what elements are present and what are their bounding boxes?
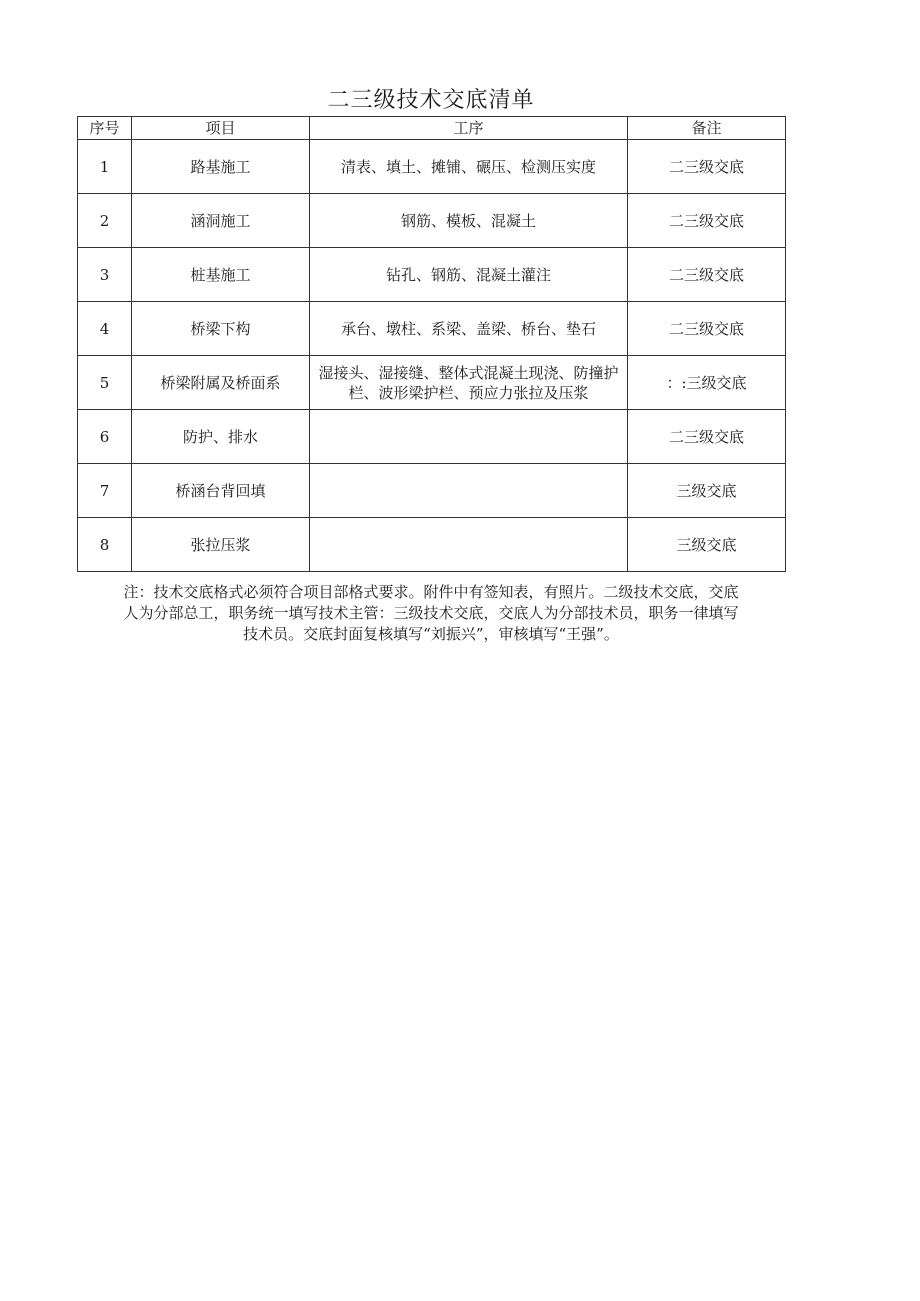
cell-process: 钻孔、钢筋、混凝土灌注 [310,248,628,302]
cell-item: 防护、排水 [132,410,310,464]
cell-process [310,464,628,518]
table-row [78,356,786,410]
cell-remark: 二三级交底 [628,248,786,302]
footnote-line: 技术员。交底封面复核填写“刘振兴”，审核填写“王强”。 [243,625,619,643]
cell-item: 路基施工 [132,140,310,194]
table-row [78,518,786,572]
cell-no: 6 [78,410,132,464]
cell-no: 3 [78,248,132,302]
cell-process: 湿接头、湿接缝、整体式混凝土现浇、防撞护栏、波形梁护栏、预应力张拉及压浆 [310,356,628,410]
cell-remark: 三级交底 [628,464,786,518]
cell-item: 张拉压浆 [132,518,310,572]
footnote-line: 人为分部总工，职务统一填写技术主管：三级技术交底，交底人为分部技术员，职务一律填写 [123,604,739,622]
cell-process: 钢筋、模板、混凝土 [310,194,628,248]
cell-item: 桥涵台背回填 [132,464,310,518]
cell-no: 2 [78,194,132,248]
table-row [78,140,786,194]
cell-no: 5 [78,356,132,410]
header-no: 序号 [78,117,132,140]
cell-process: 承台、墩柱、系梁、盖梁、桥台、垫石 [310,302,628,356]
cell-item: 桩基施工 [132,248,310,302]
cell-item: 桥梁附属及桥面系 [132,356,310,410]
footnote-line: 注：技术交底格式必须符合项目部格式要求。附件中有签知表，有照片。二级技术交底，交底 [123,583,739,601]
cell-no: 1 [78,140,132,194]
cell-remark: 二三级交底 [628,410,786,464]
cell-remark: ：:三级交底 [628,356,786,410]
cell-item: 桥梁下构 [132,302,310,356]
cell-process: 清表、填土、摊铺、碾压、检测压实度 [310,140,628,194]
header-process: 工序 [310,117,628,140]
disclosure-table [77,116,786,572]
cell-item: 涵洞施工 [132,194,310,248]
table-header-row [78,117,786,140]
footnote [77,582,785,645]
cell-no: 7 [78,464,132,518]
cell-no: 4 [78,302,132,356]
table-row [78,194,786,248]
table-row [78,248,786,302]
header-remark: 备注 [628,117,786,140]
cell-process [310,518,628,572]
page-title: 二三级技术交底清单 [327,88,535,113]
cell-remark: 二三级交底 [628,302,786,356]
cell-remark: 二三级交底 [628,194,786,248]
cell-no: 8 [78,518,132,572]
header-item: 项目 [132,117,310,140]
table-row [78,410,786,464]
cell-process [310,410,628,464]
table-row [78,464,786,518]
table-row [78,302,786,356]
cell-remark: 二三级交底 [628,140,786,194]
cell-remark: 三级交底 [628,518,786,572]
